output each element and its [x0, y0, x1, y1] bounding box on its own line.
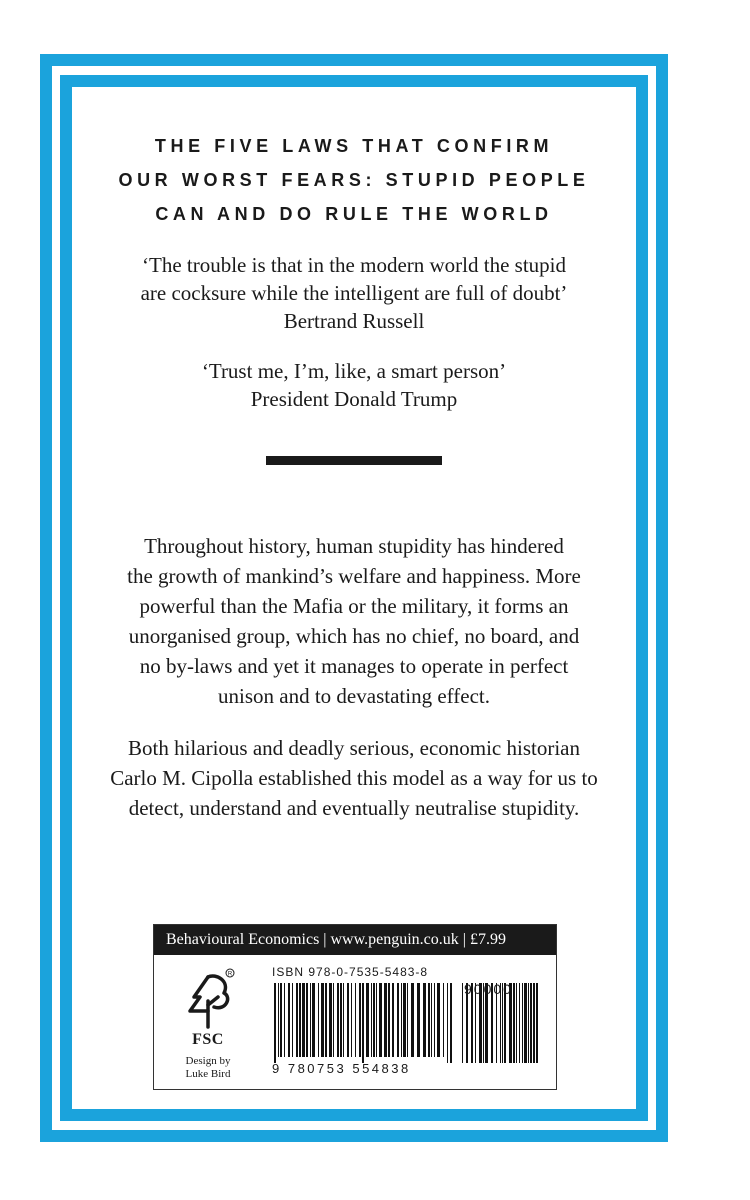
divider-bar — [266, 456, 442, 465]
quote-author: President Donald Trump — [250, 387, 458, 411]
headline-line: CAN AND DO RULE THE WORLD — [155, 204, 553, 224]
headline-line: OUR WORST FEARS: STUPID PEOPLE — [118, 170, 590, 190]
blurb-line: Both hilarious and deadly serious, economic historian — [128, 736, 580, 760]
category-price-strip: Behavioural Economics | www.penguin.co.uk | £7.99 — [154, 925, 556, 955]
blurb-paragraph-1 — [72, 531, 636, 711]
blurb-line: the growth of mankind’s welfare and happiness. More — [127, 564, 581, 588]
quote-russell — [72, 251, 636, 335]
blurb-line: unorganised group, which has no chief, no board, and — [128, 624, 580, 648]
quote-line: ‘Trust me, I’m, like, a smart person’ — [201, 359, 507, 383]
headline-line: THE FIVE LAWS THAT CONFIRM — [154, 136, 554, 156]
design-credit — [168, 1055, 248, 1081]
credit-line: Design by — [185, 1055, 231, 1067]
quote-author: Bertrand Russell — [283, 309, 425, 333]
barcode-box — [153, 924, 557, 1090]
fsc-label: FSC — [192, 1031, 224, 1048]
barcode-digits: 9 780753 554838 — [272, 1061, 411, 1076]
credit-line: Luke Bird — [185, 1068, 231, 1080]
blurb-line: powerful than the Mafia or the military, it forms an — [139, 594, 569, 618]
quote-trump — [72, 357, 636, 413]
blurb-line: no by-laws and yet it manages to operate in perfect — [139, 654, 569, 678]
blurb-line: unison and to devastating effect. — [218, 684, 490, 708]
fsc-tree-icon — [178, 967, 238, 1033]
blurb-line: detect, understand and eventually neutralise stupidity. — [128, 796, 580, 820]
blurb-line: Carlo M. Cipolla established this model as a way for us to — [110, 766, 598, 790]
isbn-text: ISBN 978-0-7535-5483-8 — [272, 965, 429, 979]
quote-line: are cocksure while the intelligent are full of doubt’ — [140, 281, 568, 305]
headline — [72, 129, 636, 231]
quote-line: ‘The trouble is that in the modern world the stupid — [142, 253, 566, 277]
svg-text:R: R — [227, 971, 233, 978]
fsc-block — [168, 967, 248, 1081]
barcode-addon-digits: 90000 — [464, 981, 513, 997]
blurb-line: Throughout history, human stupidity has hindered — [144, 534, 564, 558]
blurb-paragraph-2 — [72, 733, 636, 823]
